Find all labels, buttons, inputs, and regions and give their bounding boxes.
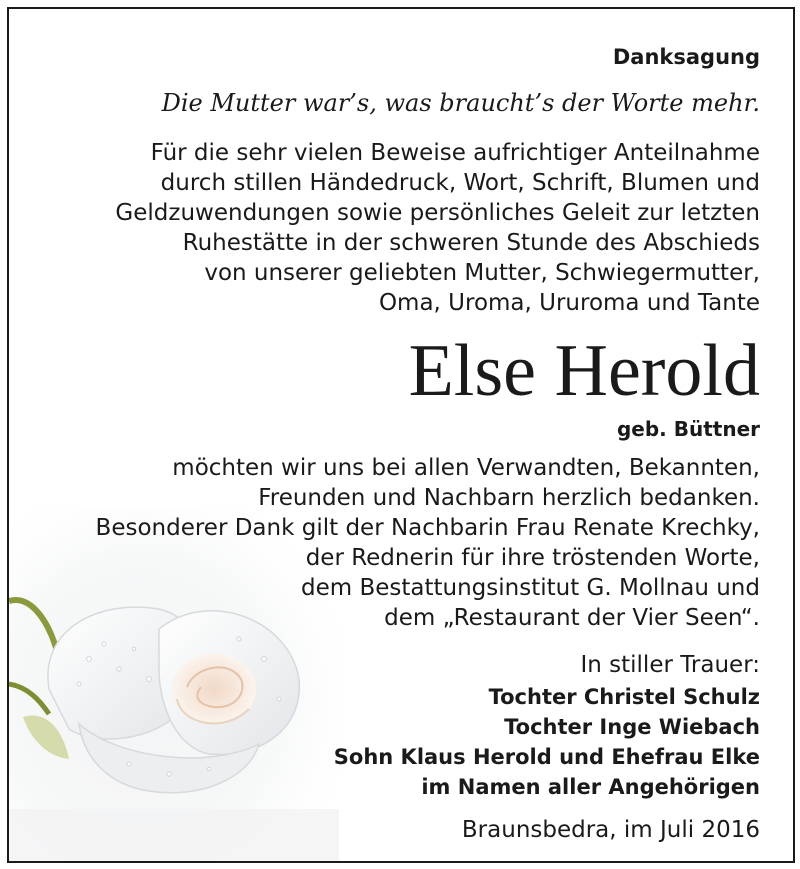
- notice-frame: [7, 7, 795, 863]
- text-line: von unserer geliebten Mutter, Schwiegermutter,: [204, 260, 760, 286]
- text-line: dem „Restaurant der Vier Seen“.: [384, 605, 760, 631]
- text-line: Ruhestätte in der schweren Stunde des Abschieds: [182, 230, 760, 256]
- text-line: der Rednerin für ihre tröstenden Worte,: [305, 545, 760, 571]
- text-line: möchten wir uns bei allen Verwandten, Bekannten,: [172, 455, 760, 481]
- text-line: Für die sehr vielen Beweise aufrichtiger Anteilnahme: [150, 140, 760, 166]
- deceased-name: Else Herold: [408, 330, 760, 412]
- signer: Tochter Christel Schulz: [488, 685, 760, 709]
- text-line: dem Bestattungsinstitut G. Mollnau und: [300, 575, 760, 601]
- text-line: Oma, Uroma, Ururoma und Tante: [378, 290, 760, 316]
- signer: Tochter Inge Wiebach: [504, 715, 760, 739]
- text-line: Freunden und Nachbarn herzlich bedanken.: [258, 485, 760, 511]
- place-date: Braunsbedra, im Juli 2016: [461, 817, 760, 843]
- intro-paragraph: [115, 138, 760, 318]
- motto-line: Die Mutter war’s, was braucht’s der Worte mehr.: [161, 89, 760, 117]
- birth-name: geb. Büttner: [616, 417, 760, 441]
- signers-list: [334, 682, 760, 802]
- mourning-label: In stiller Trauer:: [580, 652, 760, 678]
- signer: im Namen aller Angehörigen: [421, 775, 760, 799]
- signer: Sohn Klaus Herold und Ehefrau Elke: [333, 745, 760, 769]
- text-line: Geldzuwendungen sowie persönliches Geleit zur letzten: [115, 200, 760, 226]
- text-line: Besonderer Dank gilt der Nachbarin Frau Renate Krechky,: [95, 515, 760, 541]
- notice-heading: Danksagung: [612, 45, 760, 69]
- text-line: durch stillen Händedruck, Wort, Schrift, Blumen und: [160, 170, 760, 196]
- thanks-paragraph: [96, 453, 760, 633]
